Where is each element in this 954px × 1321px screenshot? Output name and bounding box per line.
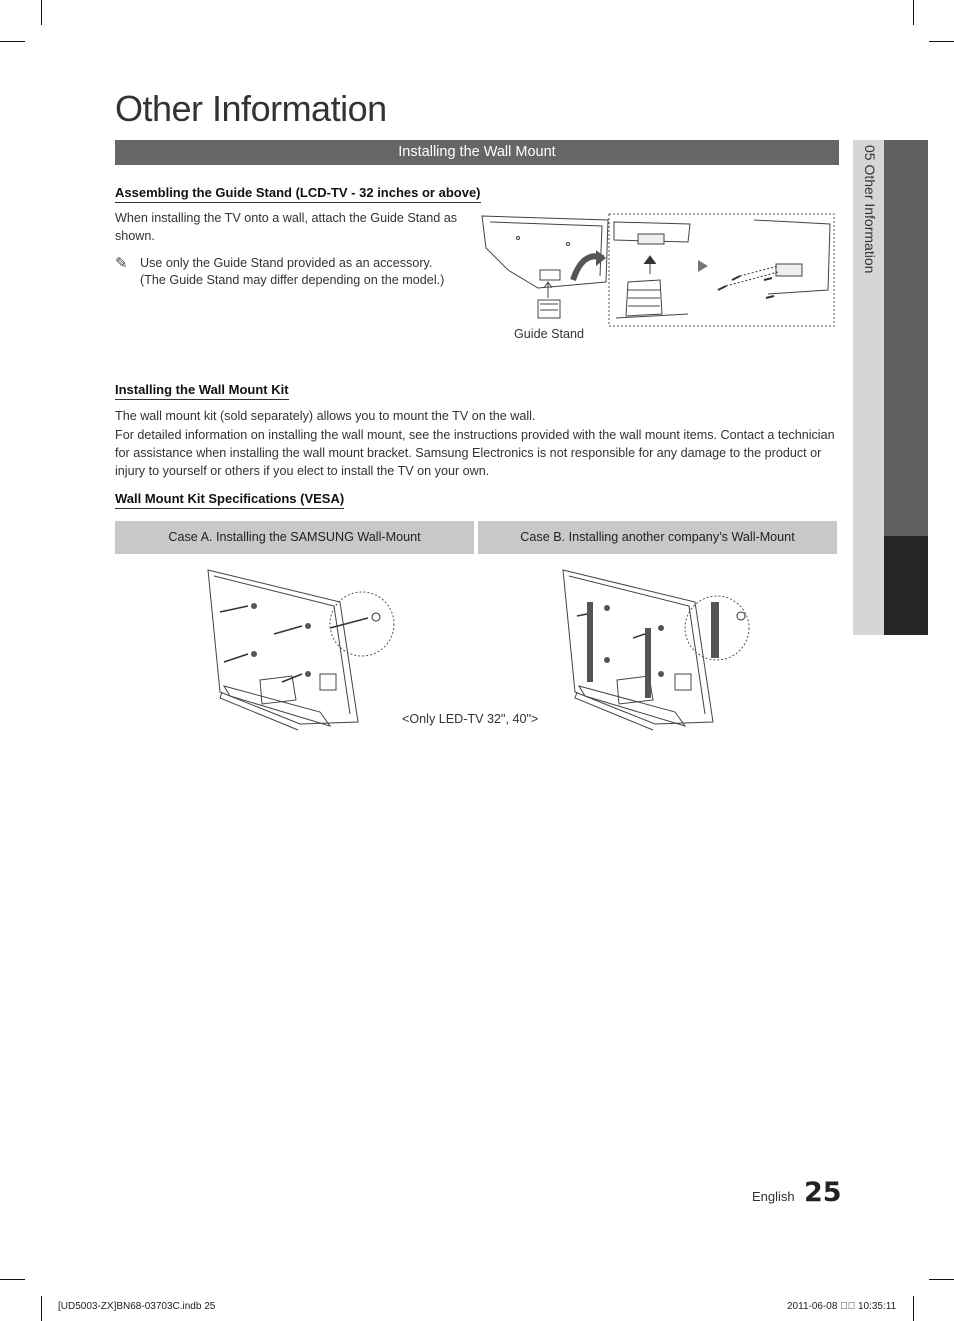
wall-mount-kit-heading: Installing the Wall Mount Kit <box>115 382 289 400</box>
crop-mark <box>41 1296 42 1321</box>
crop-mark <box>929 1279 954 1280</box>
guide-stand-caption: Guide Stand <box>514 327 585 341</box>
note-line: Use only the Guide Stand provided as an accessory. <box>140 256 433 270</box>
case-b-header: Case B. Installing another company’s Wall-Mount <box>478 521 837 554</box>
crop-mark <box>913 0 914 25</box>
side-tab-marker <box>884 536 928 635</box>
guide-stand-heading: Assembling the Guide Stand (LCD-TV - 32 inches or above) <box>115 185 481 203</box>
guide-stand-note <box>140 255 444 288</box>
footer-timestamp: 2011-06-08 ￿￿ 10:35:11 <box>787 1301 897 1312</box>
wall-mount-kit-para2: For detailed information on installing the wall mount, see the instructions provided with the wall mount items. Contact a technician for assistance when installing the wall mount bracket. Samsung Electronics is not responsible for any damage to the product or injury to yourself or others if you elect to install the TV on your own. <box>115 428 835 478</box>
page-title: Other Information <box>115 88 387 129</box>
note-pencil-icon: ✎ <box>115 255 128 272</box>
language-label: English <box>752 1189 795 1204</box>
crop-mark <box>929 41 954 42</box>
note-line: (The Guide Stand may differ depending on the model.) <box>140 272 445 287</box>
page-number: 25 <box>804 1177 842 1208</box>
footer-file: [UD5003-ZX]BN68-03703C.indb 25 <box>58 1301 216 1312</box>
case-b-illustration <box>555 562 755 732</box>
side-tab-accent <box>884 140 928 536</box>
crop-mark <box>0 41 25 42</box>
wall-mount-kit-para1: The wall mount kit (sold separately) allows you to mount the TV on the wall. <box>115 409 536 423</box>
section-bar: Installing the Wall Mount <box>115 140 839 165</box>
crop-mark <box>0 1279 25 1280</box>
vesa-heading: Wall Mount Kit Specifications (VESA) <box>115 491 344 509</box>
case-a-header: Case A. Installing the SAMSUNG Wall-Mount <box>115 521 474 554</box>
side-tab-label: 05 Other Information <box>862 145 878 274</box>
guide-stand-body: When installing the TV onto a wall, attach the Guide Stand as shown. <box>115 211 458 243</box>
guide-stand-illustration <box>478 210 838 330</box>
crop-mark <box>913 1296 914 1321</box>
case-a-illustration <box>200 562 400 732</box>
only-led-caption: <Only LED-TV 32", 40"> <box>402 712 539 726</box>
crop-mark <box>41 0 42 25</box>
